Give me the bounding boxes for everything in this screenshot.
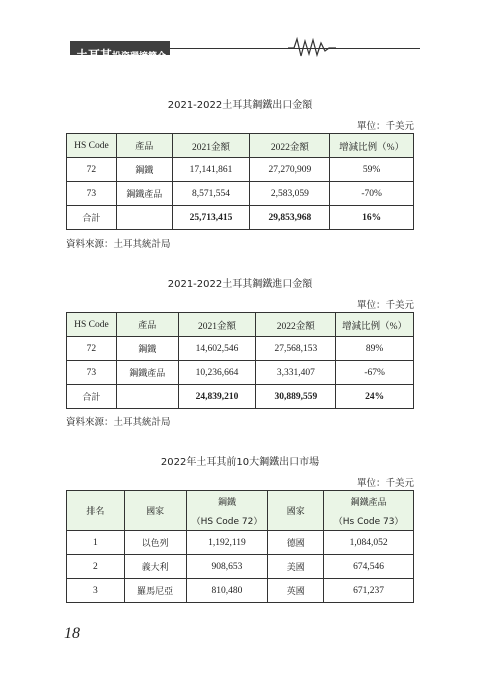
table2-caption: 2021-2022土耳其鋼鐵進口金額 <box>167 279 313 290</box>
cell: 1,192,119 <box>186 531 268 555</box>
col-change: 增減比例（%） <box>330 134 414 158</box>
heartbeat-wave-icon <box>288 36 336 58</box>
cell: 2 <box>67 555 125 579</box>
col-rank: 排名 <box>67 491 125 531</box>
table3-caption: 2022年土耳其前10大鋼鐵出口市場 <box>160 457 320 468</box>
table-row <box>67 531 414 555</box>
col-hs-code: HS Code <box>67 313 117 337</box>
export-table <box>66 133 414 230</box>
col-products <box>324 491 414 531</box>
cell: 908,653 <box>186 555 268 579</box>
cell: 27,270,909 <box>250 158 330 182</box>
total-2021: 25,713,415 <box>172 206 250 230</box>
cell: 810,480 <box>186 579 268 603</box>
cell: 鋼鐵 <box>116 337 178 361</box>
cell: 72 <box>67 337 117 361</box>
col-product: 產品 <box>116 313 178 337</box>
cell: 3,331,407 <box>256 361 336 385</box>
col-change: 增減比例（%） <box>336 313 414 337</box>
col-hs-code: HS Code <box>67 134 117 158</box>
cell: -67% <box>336 361 414 385</box>
total-label: 合計 <box>67 385 117 409</box>
cell <box>116 385 178 409</box>
page-header <box>70 36 420 62</box>
cell: -70% <box>330 182 414 206</box>
cell: 鋼鐵產品 <box>116 182 172 206</box>
table-header-row <box>67 134 414 158</box>
cell: 美國 <box>268 555 324 579</box>
header-title-bar <box>70 41 170 62</box>
header-title: 土耳其投資環境簡介 <box>76 48 167 62</box>
col-product: 產品 <box>116 134 172 158</box>
table-row <box>67 158 414 182</box>
col-2021: 2021金額 <box>172 134 250 158</box>
cell: 2,583,059 <box>250 182 330 206</box>
cell: 10,236,664 <box>178 361 256 385</box>
table-row <box>67 337 414 361</box>
table2-unit: 單位：千美元 <box>356 300 414 311</box>
table-row <box>67 579 414 603</box>
cell: 德國 <box>268 531 324 555</box>
cell: 73 <box>67 182 117 206</box>
table1-source: 資料來源：土耳其統計局 <box>66 239 171 250</box>
cell: 英國 <box>268 579 324 603</box>
table2-source: 資料來源：土耳其統計局 <box>66 417 171 428</box>
cell: 671,237 <box>324 579 414 603</box>
col-steel-label: 鋼鐵 <box>217 497 236 508</box>
cell: 以色列 <box>124 531 186 555</box>
table3-unit: 單位：千美元 <box>356 478 414 489</box>
total-change: 16% <box>330 206 414 230</box>
page-number: 18 <box>64 625 80 642</box>
cell: 8,571,554 <box>172 182 250 206</box>
table-header-row <box>67 313 414 337</box>
table1-unit: 單位：千美元 <box>356 121 414 132</box>
col-country: 國家 <box>268 491 324 531</box>
table-total-row <box>67 385 414 409</box>
table-header-row <box>67 491 414 531</box>
col-2021: 2021金額 <box>178 313 256 337</box>
col-2022: 2022金額 <box>250 134 330 158</box>
cell: 鋼鐵 <box>116 158 172 182</box>
table-row <box>67 182 414 206</box>
col-products-label: 鋼鐵產品 <box>350 497 387 508</box>
table-row <box>67 555 414 579</box>
cell: 羅馬尼亞 <box>124 579 186 603</box>
cell: 義大利 <box>124 555 186 579</box>
cell: 59% <box>330 158 414 182</box>
cell <box>116 206 172 230</box>
cell: 73 <box>67 361 117 385</box>
cell: 14,602,546 <box>178 337 256 361</box>
cell: 89% <box>336 337 414 361</box>
top-markets-table <box>66 490 414 603</box>
cell: 27,568,153 <box>256 337 336 361</box>
total-change: 24% <box>336 385 414 409</box>
col-steel-code: （HS Code 72） <box>191 516 263 527</box>
col-steel <box>186 491 268 531</box>
col-country: 國家 <box>124 491 186 531</box>
total-2022: 30,889,559 <box>256 385 336 409</box>
total-2021: 24,839,210 <box>178 385 256 409</box>
table1-caption: 2021-2022土耳其鋼鐵出口金額 <box>167 100 313 111</box>
cell: 1,084,052 <box>324 531 414 555</box>
table-row <box>67 361 414 385</box>
cell: 鋼鐵產品 <box>116 361 178 385</box>
total-label: 合計 <box>67 206 117 230</box>
col-2022: 2022金額 <box>256 313 336 337</box>
total-2022: 29,853,968 <box>250 206 330 230</box>
cell: 3 <box>67 579 125 603</box>
table-total-row <box>67 206 414 230</box>
cell: 17,141,861 <box>172 158 250 182</box>
cell: 72 <box>67 158 117 182</box>
cell: 674,546 <box>324 555 414 579</box>
import-table <box>66 312 414 409</box>
col-products-code: （Hs Code 73） <box>333 516 404 527</box>
cell: 1 <box>67 531 125 555</box>
